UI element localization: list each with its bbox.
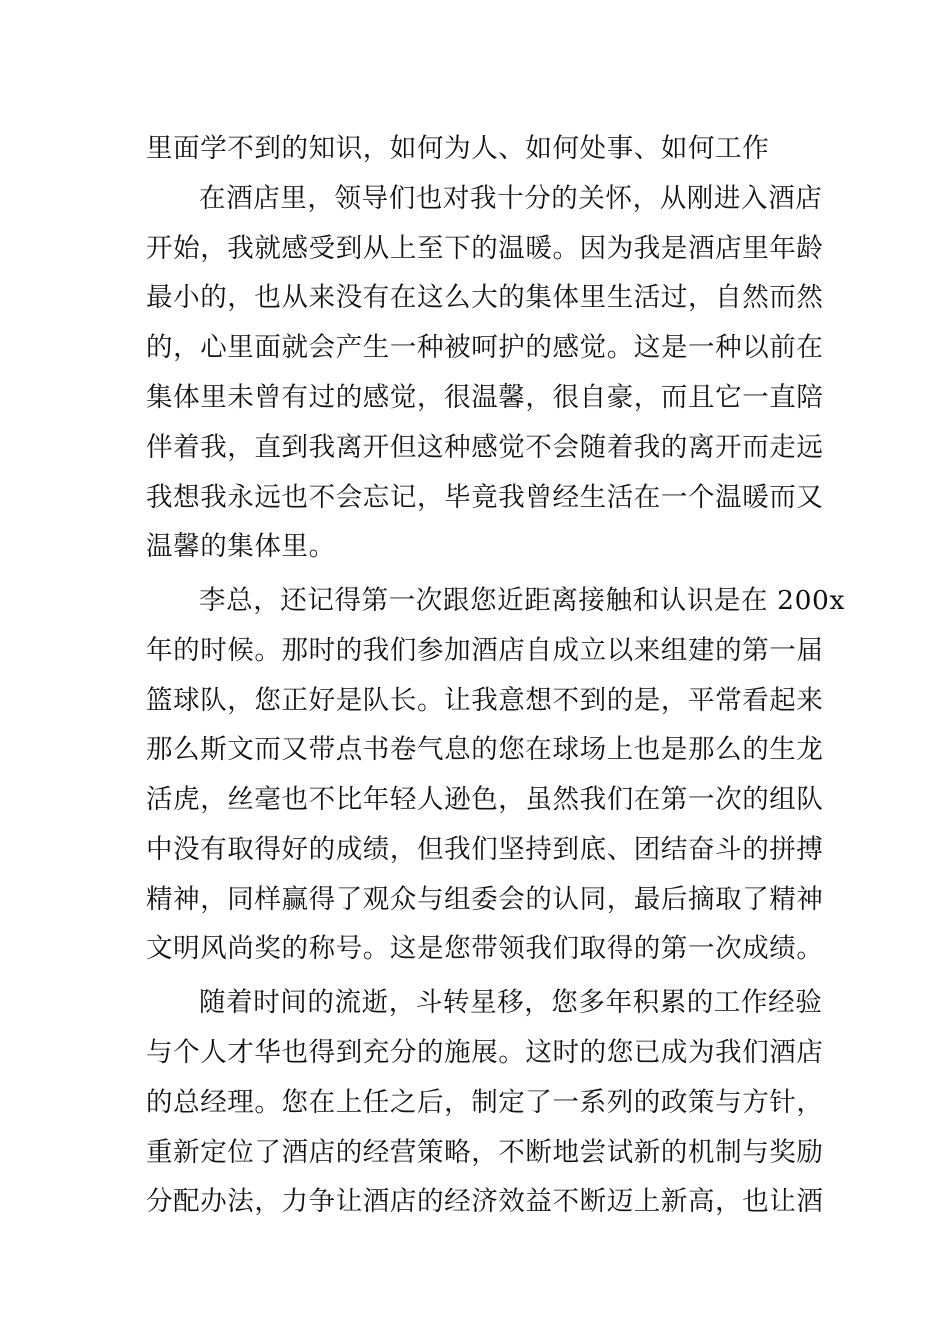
text-line: 集体里未曾有过的感觉，很温馨，很自豪，而且它一直陪 xyxy=(146,382,824,413)
text-line: 开始，我就感受到从上至下的温暖。因为我是酒店里年龄 xyxy=(146,233,824,264)
text-line: 里面学不到的知识，如何为人、如何处事、如何工作 xyxy=(146,133,770,164)
text-line: 那么斯文而又带点书卷气息的您在球场上也是那么的生龙 xyxy=(146,734,824,765)
text-line: 温馨的集体里。 xyxy=(146,531,336,562)
text-line: 篮球队，您正好是队长。让我意想不到的是，平常看起来 xyxy=(146,685,824,716)
text-line: 分配办法，力争让酒店的经济效益不断迈上新高，也让酒 xyxy=(146,1186,824,1217)
text-line: 文明风尚奖的称号。这是您带领我们取得的第一次成绩。 xyxy=(146,933,824,964)
text-line: 中没有取得好的成绩，但我们坚持到底、团结奋斗的拼搏 xyxy=(146,834,824,865)
text-line: 的总经理。您在上任之后，制定了一系列的政策与方针， xyxy=(146,1087,824,1118)
text-line: 最小的，也从来没有在这么大的集体里生活过，自然而然 xyxy=(146,282,824,313)
text-line: 与个人才华也得到充分的施展。这时的您已成为我们酒店 xyxy=(146,1037,824,1068)
text-line: 我想我永远也不会忘记，毕竟我曾经生活在一个温暖而又 xyxy=(146,482,824,513)
text-line: 的，心里面就会产生一种被呵护的感觉。这是一种以前在 xyxy=(146,332,824,363)
text-line: 重新定位了酒店的经营策略，不断地尝试新的机制与奖励 xyxy=(146,1137,824,1168)
paragraph-first-line: 李总，还记得第一次跟您近距离接触和认识是在 200x xyxy=(199,585,846,616)
text-line: 活虎，丝毫也不比年轻人逊色，虽然我们在第一次的组队 xyxy=(146,784,824,815)
text-line: 精神，同样赢得了观众与组委会的认同，最后摘取了精神 xyxy=(146,884,824,915)
text-line: 年的时候。那时的我们参加酒店自成立以来组建的第一届 xyxy=(146,635,824,666)
paragraph-first-line: 在酒店里，领导们也对我十分的关怀，从刚进入酒店 xyxy=(199,183,823,214)
paragraph-first-line: 随着时间的流逝，斗转星移，您多年积累的工作经验 xyxy=(199,987,823,1018)
text-line: 伴着我，直到我离开但这种感觉不会随着我的离开而走远 xyxy=(146,432,824,463)
